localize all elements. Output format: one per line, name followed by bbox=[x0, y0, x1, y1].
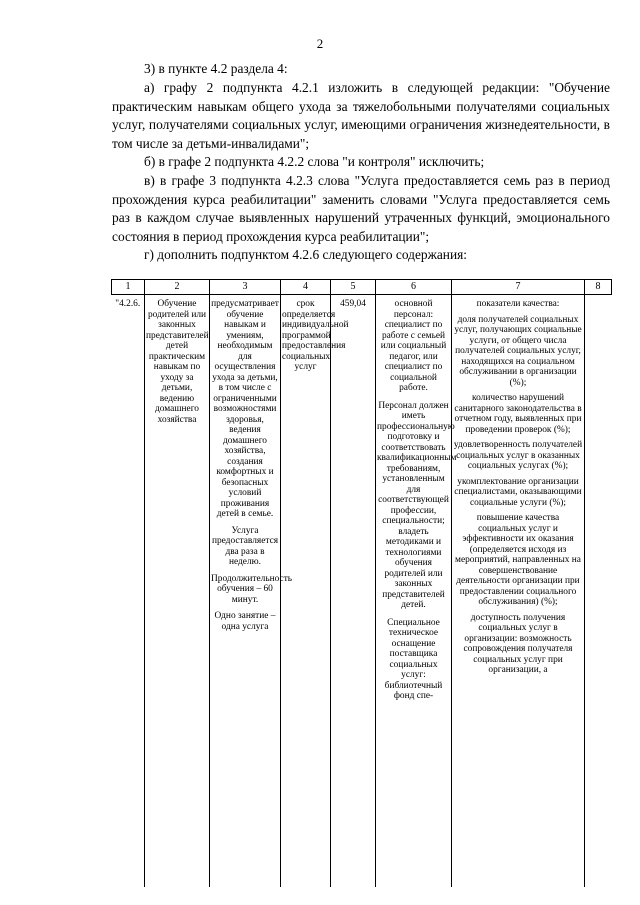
paragraph-intro: 3) в пункте 4.2 раздела 4: bbox=[144, 61, 288, 76]
column-number-8: 8 bbox=[585, 280, 612, 295]
cell-text: удовлетворенность получателей социальных услуг в оказанных социальных услугах (%); bbox=[453, 440, 583, 471]
cell-text: основной персонал: специалист по работе с семьей или социальный педагог, или специалист по социальной работе. bbox=[380, 299, 447, 393]
cell-text: показатели качества: bbox=[476, 299, 560, 309]
cell-item-number: "4.2.6. bbox=[115, 299, 141, 309]
column-number-1: 1 bbox=[112, 280, 145, 295]
paragraph-c: в) в графе 3 подпункта 4.2.3 слова "Услуга предоставляется семь раз в период прохождения курса реабилитации" заменить словами "Услуга предоставляется семь раз в каждом случае выявленных нарушений утраченных функций, эмоционального состояния в период прохождения курса реабилитации"; bbox=[112, 173, 610, 244]
cell-text: доступность получения социальных услуг в организации: возможность сопровождения получателя социальных услуг при организации, а bbox=[463, 612, 573, 675]
cell-service-term: срок определяется индивидуальной программой предоставления социальных услуг bbox=[281, 295, 331, 888]
cell-text: Специальное техническое оснащение поставщика социальных услуг: библиотечный фонд спе- bbox=[384, 617, 443, 701]
cell-service-description bbox=[210, 295, 293, 888]
cell-text: предусматривает обучение навыкам и умениям, необходимым для осуществления ухода за детьми, в том числе с ограниченными возможностями здоровья, ведения домашнего хозяйства, создания комфортных и безопасных условий проживания детей в семье. bbox=[211, 299, 279, 519]
cell-text: количество нарушений санитарного законодательства в отчетном году, выявленных при проведении проверок (%); bbox=[454, 393, 582, 435]
cell-service-name: Обучение родителей или законных представителей детей практическим навыкам по уходу за детьми, ведению домашнего хозяйства bbox=[145, 295, 210, 888]
cell-text: повышение качества социальных услуг и эффективности их оказания (определяется исходя из мероприятий, направленных на совершенствование деятельности организации при предоставлении социального обслуживания) (%); bbox=[455, 513, 581, 607]
cell-text: Персонал должен иметь профессиональную подготовку и соответствовать квалификационным требованиям, установленным для соответствующей профессии, специальности; владеть методиками и технологиями обучения родителей или законных представителей детей. bbox=[377, 400, 457, 610]
cell-text: Одно занятие – одна услуга bbox=[214, 611, 276, 632]
paragraph-a: а) графу 2 подпункта 4.2.1 изложить в следующей редакции: "Обучение практическим навыкам общего ухода за тяжелобольными получателями социальных услуг, получателями социальных услуг, имеющими ограничения жизнедеятельности, в том числе за детьми-инвалидами"; bbox=[112, 80, 610, 151]
table-header-row bbox=[112, 280, 612, 295]
page-number: 2 bbox=[316, 36, 324, 51]
cell-column-8 bbox=[585, 295, 612, 888]
cell-text: Продолжительность обучения – 60 минут. bbox=[211, 573, 293, 605]
cell-tariff: 459,04 bbox=[331, 295, 376, 888]
table-row bbox=[112, 295, 612, 888]
cell-conditions bbox=[376, 295, 457, 888]
column-number-2: 2 bbox=[145, 280, 210, 295]
column-number-7: 7 bbox=[452, 280, 585, 295]
cell-text: укомплектование организации специалистами, оказывающими социальные услуги (%); bbox=[454, 476, 582, 508]
service-table bbox=[111, 279, 612, 887]
column-number-4: 4 bbox=[281, 280, 331, 295]
column-number-3: 3 bbox=[210, 280, 281, 295]
cell-quality-indicators bbox=[452, 295, 585, 888]
paragraph-d: г) дополнить подпунктом 4.2.6 следующего содержания: bbox=[144, 247, 467, 262]
cell-text: доля получателей социальных услуг, получающих социальные услуги, от общего числа получателей социальных услуг, находящихся на социальном обслуживании в организации (%); bbox=[454, 314, 582, 388]
paragraph-b: б) в графе 2 подпункта 4.2.2 слова "и контроля" исключить; bbox=[144, 154, 485, 169]
column-number-6: 6 bbox=[376, 280, 452, 295]
cell-text: Услуга предоставляется два раза в неделю. bbox=[211, 525, 279, 567]
column-number-5: 5 bbox=[331, 280, 376, 295]
